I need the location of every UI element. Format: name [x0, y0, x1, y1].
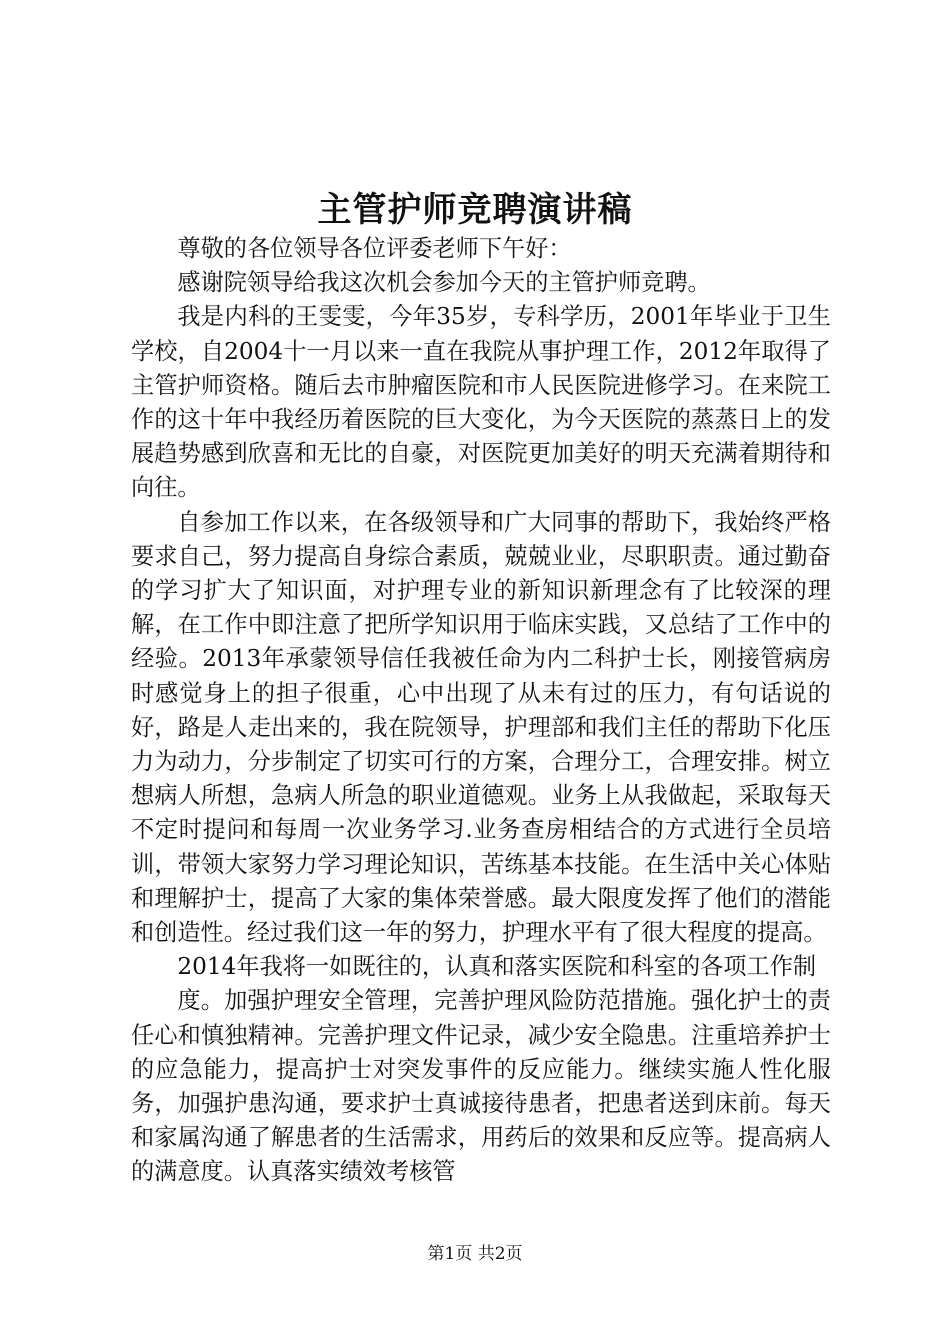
paragraph-introduction: 我是内科的王雯雯，今年35岁，专科学历，2001年毕业于卫生学校，自2004十一月以来一直在我院从事护理工作，2012年取得了主管护师资格。随后去市肿瘤医院和市人民医院进修学习。在来院工作的这十年中我经历着医院的巨大变化，为今天医院的蒸蒸日上的发展趋势感到欣喜和无比的自豪，对医院更加美好的明天充满着期待和向往。: [131, 303, 831, 502]
paragraph-experience: 自参加工作以来，在各级领导和广大同事的帮助下，我始终严格要求自己，努力提高自身综合素质，兢兢业业，尽职职责。通过勤奋的学习扩大了知识面，对护理专业的新知识新理念有了比较深的理解，在工作中即注意了把所学知识用于临床实践，又总结了工作中的经验。2013年承蒙领导信任我被任命为内二科护士长，刚接管病房时感觉身上的担子很重，心中出现了从未有过的压力，有句话说的好，路是人走出来的，我在院领导，护理部和我们主任的帮助下化压力为动力，分步制定了切实可行的方案，合理分工，合理安排。树立想病人所想，急病人所急的职业道德观。业务上从我做起，采取每天不定时提问和每周一次业务学习.业务查房相结合的方式进行全员培训，带领大家努力学习理论知识，苦练基本技能。在生活中关心体贴和理解护士，提高了大家的集体荣誉感。最大限度发挥了他们的潜能和创造性。经过我们这一年的努力，护理水平有了很大程度的提高。: [131, 508, 831, 947]
paragraph-greeting: 尊敬的各位领导各位评委老师下午好：: [177, 235, 572, 262]
paragraph-plan-start: 2014年我将一如既往的，认真和落实医院和科室的各项工作制: [177, 953, 817, 981]
document-body: [131, 232, 831, 1190]
document-title: 主管护师竞聘演讲稿: [317, 190, 633, 230]
paragraph-thanks: 感谢院领导给我这次机会参加今天的主管护师竞聘。: [177, 269, 711, 297]
paragraph-plan-continued: 度。加强护理安全管理，完善护理风险防范措施。强化护士的责任心和慎独精神。完善护理文件记录，减少安全隐患。注重培养护士的应急能力，提高护士对突发事件的反应能力。继续实施人性化服务，加强护患沟通，要求护士真诚接待患者，把患者送到床前。每天和家属沟通了解患者的生活需求，用药后的效果和反应等。提高病人的满意度。认真落实绩效考核管: [131, 987, 831, 1186]
page-number-footer: 第1页 共2页: [427, 1244, 523, 1264]
